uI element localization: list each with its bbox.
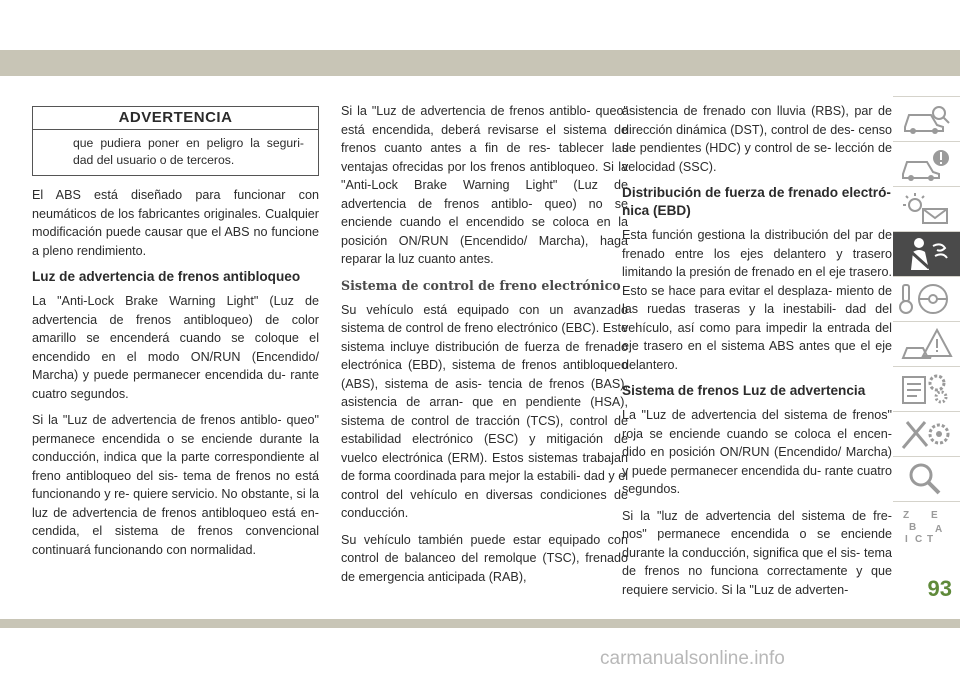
svg-text:Z: Z xyxy=(903,510,910,521)
paragraph: La "Luz de advertencia del sistema de frenos" roja se enciende cuando se coloca el encen- dido en posición ON/RUN (Encendido/ Marcha) y puede permanecer encendida du- rante cuatro segundos. xyxy=(622,408,892,496)
svg-text:I: I xyxy=(905,534,908,545)
column-1 xyxy=(32,106,319,567)
warning-car-icon xyxy=(897,326,955,362)
section-heading: Sistema de control de freno electrónico xyxy=(341,277,621,293)
paragraph: Esta función gestiona la distribución del par de frenado entre los ejes delantero y trasero limitando la presión de frenado en el eje trasero. Esto se hace para evitar el desplaza- miento de las ruedas traseras y la inestabili- dad del vehículo, así como para impedir la entrada del eje trasero en el sistema ABS antes que el eje delantero. xyxy=(622,228,892,372)
paragraph: asistencia de frenado con lluvia (RBS), par de dirección dinámica (DST), control de des- censo de pendientes (HDC) y control de se- lección de velocidad (SSC). xyxy=(622,104,892,174)
warning-box xyxy=(32,106,319,176)
top-header-bar xyxy=(0,50,960,76)
watermark[interactable]: carmanualsonline.info xyxy=(600,648,785,669)
paragraph: Si la "Luz de advertencia de frenos antiblo- queo" permanece encendida o se enciende durante la conducción, indica que la parte correspondiente al freno antibloqueo del sis- tema de frenos no está funcionando y re- quiere servicio. No obstante, si la luz de advertencia de frenos antibloqueo está en- cendida, el sistema de frenos convencional continuará funcionando con normalidad. xyxy=(32,413,319,557)
search-icon xyxy=(897,461,955,497)
paragraph: Su vehículo está equipado con un avanzado sistema de control de freno electrónico (EBC). Este sistema incluye distribución de fuerza de frenado electrónica (EBD), sistema de frenos antibloqueo (ABS), sistema de asis- tencia de frenos (BAS), asistencia de arran- que en pendiente (HSA), sistema de control de tracción (TCS), control de estabilidad electrónico (ESC) y mitigación de vuelco electrónica (ERM). Estos sistemas trabajan de forma coordinada para mejor la estabili- dad y el control del vehículo en diversas condiciones de conducción. xyxy=(341,302,629,520)
tab-key-steering[interactable] xyxy=(893,276,960,321)
car-search-icon xyxy=(897,101,955,137)
section-heading: Luz de advertencia de frenos antibloqueo xyxy=(32,269,301,284)
paragraph: Si la "luz de advertencia del sistema de fre- nos" permanece encendida o se enciende durante la conducción, significa que el sis- tema de frenos no funciona correctamente y que requiere servicio. Si la "Luz de adverten- xyxy=(622,508,892,597)
tab-tools-gear[interactable] xyxy=(893,411,960,456)
seat-belt-icon xyxy=(897,236,955,272)
index-letters-icon xyxy=(897,506,955,546)
svg-text:C: C xyxy=(915,534,923,545)
paragraph: El ABS está diseñado para funcionar con neumáticos de los fabricantes originales. Cualquier modificación puede causar que el ABS no funcione a pleno rendimiento. xyxy=(32,188,319,258)
column-2 xyxy=(341,102,628,594)
tab-sun-mail[interactable] xyxy=(893,186,960,231)
tab-seat-belt[interactable] xyxy=(893,231,960,276)
column-3 xyxy=(622,102,892,607)
paragraph: La "Anti-Lock Brake Warning Light" (Luz de advertencia de frenos antibloqueo) de color amarillo se encenderá cuando se coloque el encendido en el modo ON/RUN (Encendido/ Marcha) y puede permanecer encendida du- rante cuatro segundos. xyxy=(32,294,319,401)
svg-text:E: E xyxy=(931,510,938,521)
tab-service-gear[interactable] xyxy=(893,366,960,411)
svg-text:A: A xyxy=(935,524,943,535)
svg-text:T: T xyxy=(927,534,934,545)
tab-car-search[interactable] xyxy=(893,96,960,141)
warning-title: ADVERTENCIA xyxy=(33,107,318,130)
page-number: 93 xyxy=(927,576,952,601)
tab-index[interactable] xyxy=(893,501,960,546)
section-heading: Distribución de fuerza de frenado electró- nica (EBD) xyxy=(622,185,891,218)
chapter-sidebar xyxy=(893,96,960,546)
service-gear-icon xyxy=(897,371,955,407)
key-steering-icon xyxy=(897,281,955,317)
tab-warning-car[interactable] xyxy=(893,321,960,366)
paragraph: Su vehículo también puede estar equipado con control de balanceo del remolque (TSC), frenado de emergencia anticipada (RAB), xyxy=(341,532,628,584)
bottom-footer-bar xyxy=(0,619,960,628)
tab-car-info[interactable] xyxy=(893,141,960,186)
tools-gear-icon xyxy=(897,416,955,452)
sun-mail-icon xyxy=(897,191,955,227)
svg-text:B: B xyxy=(909,522,917,533)
section-heading: Sistema de frenos Luz de advertencia xyxy=(622,383,866,398)
paragraph: Si la "Luz de advertencia de frenos antiblo- queo" está encendida, deberá revisarse el sistema de frenos cuanto antes a fin de res- tablecer las ventajas ofrecidas por los frenos antibloqueo. Si la "Anti-Lock Brake Warning Light" (Luz de advertencia de frenos antiblo- queo) no se enciende cuando el encendido se coloca en la posición ON/RUN (Encendido/ Marcha), haga reparar la luz cuanto antes. xyxy=(341,104,628,266)
tab-search[interactable] xyxy=(893,456,960,501)
car-info-icon xyxy=(897,146,955,182)
warning-body: que pudiera poner en peligro la seguri- dad del usuario o de terceros. xyxy=(73,136,304,167)
